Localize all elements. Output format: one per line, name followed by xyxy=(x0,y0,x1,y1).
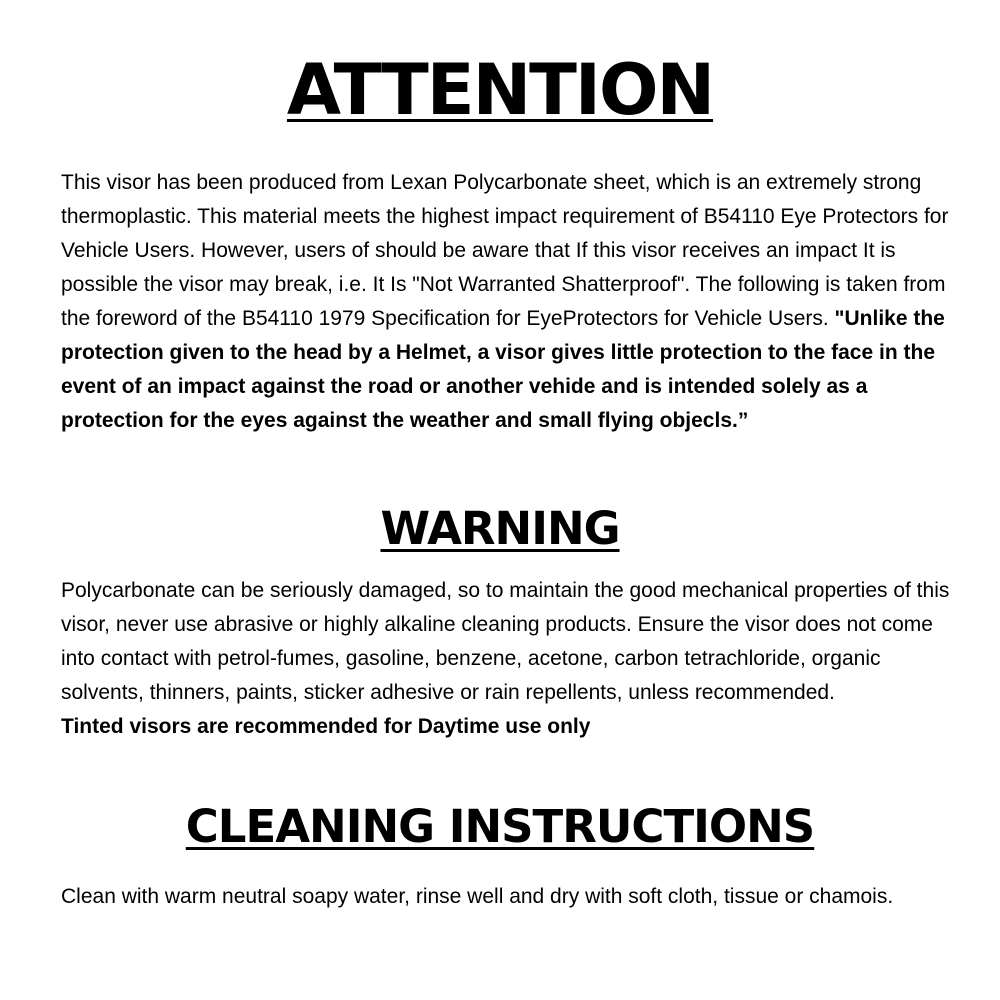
attention-heading: ATTENTION xyxy=(286,49,714,131)
tinted-visor-note: Tinted visors are recommended for Daytime use only xyxy=(61,715,591,738)
cleaning-heading: CLEANING INSTRUCTIONS xyxy=(185,800,815,853)
warning-heading: WARNING xyxy=(380,502,620,555)
cleaning-paragraph xyxy=(61,880,956,914)
attention-paragraph xyxy=(61,166,956,438)
attention-quote-text: "Unlike the protection given to the head by a Helmet, a visor gives little protection to the face in the event of an impact against the road or another vehide and is intended solely as a protection for the eyes against the weather and small flying objecls.” xyxy=(61,307,945,432)
warning-paragraph xyxy=(61,574,956,744)
attention-body-text: This visor has been produced from Lexan Polycarbonate sheet, which is an extremely strong thermoplastic. This material meets the highest impact requirement of B54110 Eye Protectors for Vehicle Users. However, users of should be aware that If this visor receives an impact It is possible the visor may break, i.e. It Is "Not Warranted Shatterproof". The following is taken from the foreword of the B54110 1979 Specification for EyeProtectors for Vehicle Users. xyxy=(61,171,949,330)
cleaning-body-text: Clean with warm neutral soapy water, rinse well and dry with soft cloth, tissue or chamois. xyxy=(61,885,894,908)
warning-body-text: Polycarbonate can be seriously damaged, so to maintain the good mechanical properties of this visor, never use abrasive or highly alkaline cleaning products. Ensure the visor does not come into contact with petrol-fumes, gasoline, benzene, acetone, carbon tetrachloride, organic solvents, thinners, paints, sticker adhesive or rain repellents, unless recommended. xyxy=(61,579,950,704)
